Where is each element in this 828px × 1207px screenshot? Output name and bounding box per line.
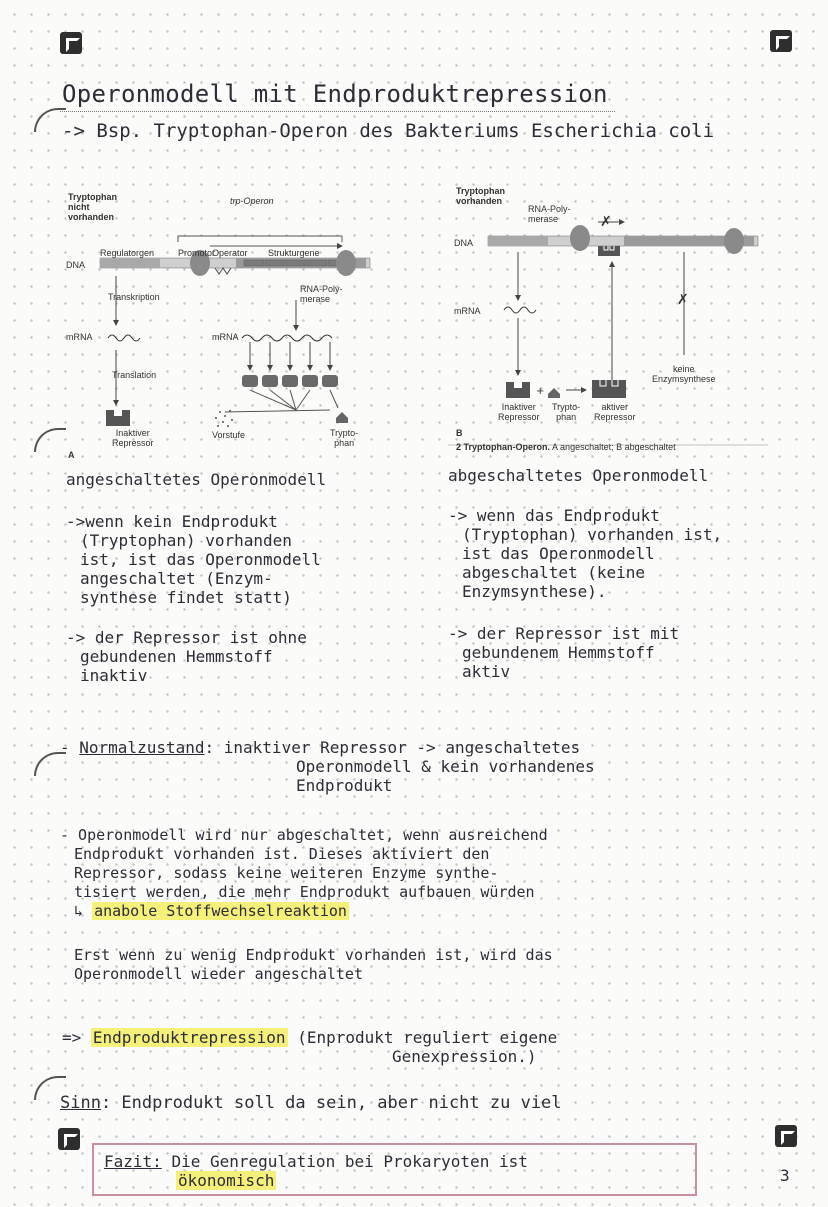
fig-a-promotor: Promotor	[178, 248, 216, 258]
fig-a-regulatorgen: Regulatorgen	[100, 248, 155, 258]
text-line: Repressor, sodass keine weiteren Enzyme synthe-	[74, 864, 499, 882]
fig-a-header: Tryptophan nicht vorhanden	[68, 192, 117, 222]
fig-b-header: Tryptophan vorhanden	[456, 186, 505, 206]
fig-b-keine: keine Enzymsynthese	[652, 364, 716, 384]
text-line: - Operonmodell wird nur abgeschaltet, wenn ausreichend	[60, 826, 548, 844]
normal-label: Normalzustand	[79, 738, 205, 757]
fig-b-rna-polymerase: RNA-Poly- merase	[528, 204, 571, 224]
text-line: Enzymsynthese).	[462, 582, 607, 601]
fazit-text: Die Genregulation bei Prokaryoten ist	[171, 1152, 528, 1171]
fig-b-trypto: Trypto- phan	[552, 402, 581, 422]
right-point-1	[448, 506, 722, 601]
text-line: gebundenem Hemmstoff	[462, 643, 655, 662]
text-line: gebundenen Hemmstoff	[80, 647, 273, 666]
sinn-label: Sinn	[60, 1093, 101, 1113]
left-point-1	[66, 512, 321, 607]
fig-a-inactive-repressor: Inaktiver Repressor	[112, 428, 154, 448]
text-line: ist, ist das Operonmodell	[80, 550, 321, 569]
figure-a-drawing	[60, 180, 380, 460]
normal-line-1: : inaktiver Repressor -> angeschaltetes	[204, 738, 581, 757]
text-line: aktiv	[462, 662, 511, 681]
text-line: -> der Repressor ist mit	[448, 624, 680, 643]
fig-b-dna: DNA	[454, 238, 474, 248]
fazit-label: Fazit:	[104, 1152, 162, 1171]
text-line: Operonmodell wieder angeschaltet	[74, 965, 363, 983]
text-line: angeschaltet (Enzym-	[80, 569, 273, 588]
fig-a-dna: DNA	[66, 260, 86, 270]
endprodukt-line-2: Genexpression.)	[392, 1047, 537, 1066]
app-logo-top-left	[60, 32, 82, 54]
text-line: Endprodukt vorhanden ist. Dieses aktiviert den	[74, 845, 490, 863]
svg-text:+: +	[536, 386, 545, 397]
endprodukt-label: Endproduktrepression	[92, 1028, 286, 1047]
svg-text:✗: ✗	[677, 292, 689, 308]
paragraph-2	[74, 946, 553, 984]
fig-a-translation: Translation	[112, 370, 157, 380]
fig-a-operon: trp-Operon	[230, 196, 274, 206]
text-line: Erst wenn zu wenig Endprodukt vorhanden ist, wird das	[74, 946, 553, 964]
text-line: synthese findet statt)	[80, 588, 292, 607]
fig-b-aktiver: aktiver Repressor	[594, 402, 636, 422]
text-line: -> der Repressor ist ohne	[66, 628, 307, 647]
endprodukt-line-1: (Enprodukt reguliert eigene	[297, 1028, 558, 1047]
fig-b-caption	[456, 442, 676, 452]
normal-line-2: Operonmodell & kein vorhandenes	[296, 757, 595, 776]
fig-b-inaktiver: Inaktiver Repressor	[498, 402, 540, 422]
svg-text:✗: ✗	[600, 214, 612, 230]
caption-bold: Tryptophan-Operon.	[463, 442, 551, 452]
fig-b-mrna: mRNA	[454, 306, 481, 316]
left-point-2	[66, 628, 307, 685]
page-title: Operonmodell mit Endproduktrepression	[62, 80, 608, 108]
fazit	[104, 1152, 528, 1190]
fig-a-rna-polymerase: RNA-Poly- merase	[300, 284, 343, 304]
fig-a-tryptophan: Trypto- phan	[330, 428, 359, 448]
implies-glyph: =>	[62, 1028, 82, 1047]
app-logo-bottom-right	[775, 1125, 797, 1147]
app-logo-bottom-left	[58, 1128, 80, 1150]
anabole-highlight: anabole Stoffwechselreaktion	[94, 902, 347, 920]
figure-b	[448, 180, 768, 460]
right-point-2	[448, 624, 679, 681]
sinn-text: : Endprodukt soll da sein, aber nicht zu viel	[100, 1093, 562, 1113]
text-line: ->wenn kein Endprodukt	[66, 512, 278, 531]
text-line: inaktiv	[80, 666, 148, 685]
normalzustand: - Normalzustand: inaktiver Repressor -> angeschaltetes Operonmodell & kein vorhandenes Endprodukt	[60, 738, 595, 795]
caption-number: 2	[456, 442, 462, 452]
title-underline	[60, 110, 615, 112]
fig-a-letter: A	[68, 450, 75, 460]
text-line: -> wenn das Endprodukt	[448, 506, 660, 525]
right-heading: abgeschaltetes Operonmodell	[448, 466, 709, 485]
text-line: ist das Operonmodell	[462, 544, 655, 563]
fig-a-vorstufe: Vorstufe	[212, 430, 246, 440]
page-subtitle: -> Bsp. Tryptophan-Operon des Bakteriums Escherichia coli	[62, 120, 715, 142]
text-line: abgeschaltet (keine	[462, 563, 646, 582]
text-line: (Tryptophan) vorhanden	[80, 531, 292, 550]
fig-a-transkription: Transkription	[108, 292, 160, 302]
page-number: 3	[780, 1166, 790, 1185]
text-line: (Tryptophan) vorhanden ist,	[462, 525, 723, 544]
app-logo-top-right	[770, 30, 792, 52]
text-line: tisiert werden, die mehr Endprodukt aufbauen würden	[74, 883, 535, 901]
normal-line-3: Endprodukt	[296, 776, 393, 795]
figure-a	[60, 180, 380, 460]
fig-a-operator: Operator	[212, 248, 248, 258]
endprodukt-block	[62, 1028, 557, 1066]
fazit-highlight: ökonomisch	[178, 1171, 275, 1190]
caption-rest: A angeschaltet; B abgeschaltet	[552, 442, 676, 452]
arrow-glyph: ↳	[74, 902, 84, 920]
fig-a-mrna-inner: mRNA	[212, 332, 239, 342]
sinn-line	[60, 1094, 562, 1113]
left-heading: angeschaltetes Operonmodell	[66, 470, 327, 489]
fig-b-letter: B	[456, 428, 463, 438]
fig-a-mrna: mRNA	[66, 332, 93, 342]
paragraph-1	[60, 826, 548, 921]
fig-a-strukturgene: Strukturgene	[268, 248, 320, 258]
